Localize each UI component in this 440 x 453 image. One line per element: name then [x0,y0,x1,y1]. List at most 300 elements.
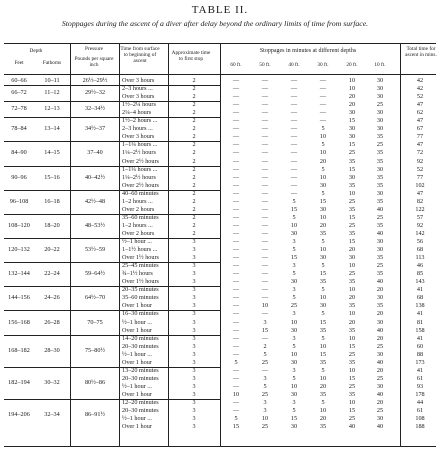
stoppage-cell: 35 [348,181,356,189]
total-cell: 108 [415,415,425,423]
stoppage-cell: — [319,117,327,125]
stoppage-cell: — [232,173,240,181]
stoppage-cell: — [232,77,240,84]
stoppage-cell: 30 [290,229,298,237]
time-cell: 20–30 minutes [122,342,159,350]
fathoms-cell: 12–13 [44,105,60,113]
stoppage-cell: 25 [261,390,269,398]
stoppage-cell: 5 [292,213,296,221]
first-stop-cell: 2 [192,229,196,237]
first-stop-cell: 3 [192,342,196,350]
time-cell: 1¼–2½ hours [122,149,156,157]
stoppage-cell: 25 [376,407,384,415]
feet-cell: 182–194 [8,378,30,386]
depth-header: Depth [29,48,43,54]
first-stop-cell: 3 [192,270,196,278]
stoppage-cell: — [232,246,240,254]
stoppage-cell: 10 [319,342,327,350]
stoppage-cell: 5 [292,374,296,382]
stoppage-cell: — [290,109,298,117]
feet-cell: 84–90 [11,149,27,157]
time-cell: Over 3 hours [122,77,155,84]
stoppage-cell: — [232,366,240,374]
total-cell: 77 [416,173,424,181]
time-from-surface-header: Time from surface to beginning of ascent [120,46,160,65]
stoppage-cell: — [290,125,298,133]
total-header: Total time for ascent in mins. [405,46,437,59]
first-stop-cell: 2 [192,77,196,84]
stoppage-cell: 15 [290,205,298,213]
fathoms-cell: 28–30 [44,346,60,354]
stoppage-cell: — [261,270,269,278]
stoppage-cell: — [261,77,269,84]
stoppage-cell: 10 [319,149,327,157]
total-cell: 62 [416,109,424,117]
pressure-cell: 40–42½ [84,173,106,181]
stoppage-cell: 10 [290,221,298,229]
stoppage-cell: 40 [376,358,384,366]
table-title: TABLE II. [191,4,249,16]
stoppage-cell: 40 [376,229,384,237]
total-cell: 158 [415,326,425,334]
stoppage-cell: 3 [292,399,296,406]
stoppage-cell: 30 [319,205,327,213]
stoppage-cell: 40 [376,278,384,286]
total-cell: 92 [416,157,424,165]
total-cell: 142 [415,229,425,237]
stoppage-cell: — [261,262,269,270]
stoppage-cell: 15 [348,165,356,173]
time-cell: Over 1 hour [122,326,152,334]
stoppage-cell: — [261,181,269,189]
first-stop-cell: 2 [192,157,196,165]
first-stop-cell: 3 [192,358,196,366]
first-stop-cell: 2 [192,173,196,181]
stoppage-cell: — [232,189,240,197]
time-cell: 20–30 minutes [122,374,159,382]
stoppage-cell: 15 [290,415,298,423]
stoppage-cell: 10 [319,173,327,181]
time-cell: 14–20 minutes [122,334,159,342]
stoppage-cell: 3 [292,262,296,270]
stoppage-cell: 15 [348,374,356,382]
stoppage-cell: 30 [348,125,356,133]
column-rule [119,43,120,446]
stoppage-cell: 10 [232,390,240,398]
stoppage-cell: — [261,101,269,109]
stoppage-cell: 5 [234,415,238,423]
stoppage-cell: — [261,173,269,181]
stoppage-cell: — [232,181,240,189]
stoppage-cell: — [261,189,269,197]
stoppage-cell: — [232,302,240,310]
stoppage-cell: — [232,374,240,382]
fathoms-cell: 11–12 [44,89,60,97]
depth-column-header: 20 ft. [346,62,358,68]
stoppage-cell: — [232,149,240,157]
pressure-cell: 59–64½ [84,270,106,278]
time-cell: Over 1 hour [122,423,152,431]
stoppage-cell: 20 [348,246,356,254]
stoppage-cell: 35 [376,181,384,189]
stoppage-cell: — [261,149,269,157]
time-cell: 12–20 minutes [122,399,159,406]
stoppage-cell: — [319,101,327,109]
stoppage-cell: 30 [376,165,384,173]
stoppage-cell: 20 [348,93,356,101]
stoppage-cell: — [261,366,269,374]
time-cell: Over 1 hour [122,390,152,398]
stoppage-cell: — [261,294,269,302]
time-cell: 25–45 minutes [122,262,159,270]
stoppage-cell: 15 [290,254,298,262]
stoppage-cell: 35 [348,358,356,366]
stoppage-cell: — [290,133,298,141]
feet-cell: 78–84 [11,125,27,133]
pressure-unit-header: Pounds per square inch [74,56,114,69]
total-cell: 68 [416,246,424,254]
stoppage-cell: 5 [321,399,325,406]
stoppage-cell: — [261,310,269,318]
stoppage-cell: 10 [319,133,327,141]
fathoms-cell: 24–26 [44,294,60,302]
stoppage-cell: 35 [376,270,384,278]
stoppage-cell: 5 [321,189,325,197]
first-stop-cell: 2 [192,149,196,157]
stoppage-cell: 40 [376,390,384,398]
total-cell: 47 [416,189,424,197]
stoppage-cell: 35 [319,326,327,334]
stoppage-cell: 10 [319,407,327,415]
time-cell: 1–2 hours ... [122,221,153,229]
stoppage-cell: 35 [348,390,356,398]
stoppage-cell: — [290,117,298,125]
stoppage-cell: 25 [376,342,384,350]
fathoms-cell: 13–14 [44,125,60,133]
stoppage-cell: — [261,221,269,229]
first-stop-cell: 2 [192,197,196,205]
stoppage-cell: 30 [376,77,384,84]
stoppage-cell: 10 [319,374,327,382]
fathoms-cell: 26–28 [44,318,60,326]
stoppage-cell: 30 [348,173,356,181]
time-cell: 1½–2¼ hours [122,101,156,109]
first-stop-cell: 3 [192,415,196,423]
stoppage-cell: 30 [319,181,327,189]
stoppage-cell: 10 [261,302,269,310]
stoppage-cell: — [232,117,240,125]
total-cell: 88 [416,350,424,358]
stoppage-cell: — [232,93,240,101]
stoppage-cell: 10 [261,415,269,423]
stoppage-cell: 25 [376,141,384,149]
first-stop-cell: 2 [192,213,196,221]
stoppage-cell: 20 [348,101,356,109]
stoppage-cell: 5 [292,407,296,415]
first-stop-cell: 3 [192,326,196,334]
first-stop-cell: 3 [192,407,196,415]
stoppage-cell: 40 [376,326,384,334]
first-stop-cell: 2 [192,165,196,173]
stoppage-cell: — [232,141,240,149]
first-stop-cell: 3 [192,238,196,245]
stoppage-cell: — [290,85,298,93]
time-cell: Over 1 hour [122,302,152,310]
stoppage-cell: 10 [348,262,356,270]
stoppage-cell: — [290,157,298,165]
pressure-cell: 53½–59 [84,246,106,254]
stoppage-cell: — [232,101,240,109]
stoppage-cell: 5 [321,125,325,133]
stoppage-cell: — [232,157,240,165]
first-stop-cell: 3 [192,262,196,270]
fathoms-cell: 16–18 [44,197,60,205]
stoppage-cell: 20 [348,294,356,302]
first-stop-cell: 2 [192,109,196,117]
first-stop-cell: 2 [192,181,196,189]
stoppage-cell: 35 [376,173,384,181]
time-cell: ½–1 hour ... [122,238,152,245]
time-cell: 1–1¼ hours ... [122,141,158,149]
stoppage-cell: 3 [263,399,267,406]
first-stop-cell: 3 [192,286,196,294]
fathoms-cell: 15–16 [44,173,60,181]
time-cell: 1–2 hours ... [122,197,153,205]
stoppage-cell: 20 [319,221,327,229]
stoppage-cell: 10 [348,85,356,93]
total-cell: 47 [416,141,424,149]
time-cell: ½–1 hour ... [122,318,152,326]
stoppage-cell: 35 [319,390,327,398]
stoppage-cell: 10 [348,286,356,294]
pressure-cell: 80½–86 [84,378,106,386]
stoppage-cell: — [290,181,298,189]
total-cell: 77 [416,133,424,141]
stoppage-cell: 25 [348,197,356,205]
total-cell: 41 [416,286,424,294]
stoppage-cell: 10 [348,366,356,374]
total-cell: 138 [415,302,425,310]
stoppage-cell: — [290,77,298,84]
stoppage-cell: 30 [376,117,384,125]
fathoms-cell: 10–11 [44,77,60,84]
stoppage-cell: 25 [348,350,356,358]
stoppage-cell: 15 [319,318,327,326]
stoppage-cell: 35 [348,326,356,334]
stoppage-cell: 15 [261,326,269,334]
first-stop-cell: 3 [192,246,196,254]
column-rule [220,43,221,446]
total-cell: 173 [415,358,425,366]
stoppage-cell: 5 [292,270,296,278]
total-cell: 46 [416,262,424,270]
total-cell: 188 [415,423,425,431]
stoppage-cell: — [232,85,240,93]
time-cell: ½–1 hour ... [122,415,152,423]
first-stop-cell: 2 [192,133,196,141]
first-stop-cell: 3 [192,294,196,302]
time-cell: 13–20 minutes [122,366,159,374]
stoppage-cell: — [232,326,240,334]
total-cell: 178 [415,390,425,398]
feet-cell: 108–120 [8,221,30,229]
feet-cell: 194–206 [8,411,30,419]
stoppage-cell: — [232,294,240,302]
stoppage-cell: — [232,205,240,213]
stoppage-cell: — [290,141,298,149]
fathoms-cell: 30–32 [44,378,60,386]
pressure-cell: 29½–32 [84,89,106,97]
pressure-cell: 64½–70 [84,294,106,302]
first-stop-cell: 3 [192,382,196,390]
stoppage-cell: 40 [376,423,384,431]
table-subtitle: Stoppages during the ascent of a diver after delay beyond the ordinary limits of time from surface. [61,19,369,28]
stoppage-cell: 25 [261,358,269,366]
stoppage-cell: 5 [321,286,325,294]
stoppage-cell: 35 [348,205,356,213]
stoppage-cell: — [261,117,269,125]
first-stop-cell: 3 [192,423,196,431]
time-cell: 1–1¼ hours ... [122,165,158,173]
stoppage-cell: — [261,133,269,141]
stoppage-cell: — [232,286,240,294]
stoppage-cell: — [232,238,240,245]
stoppage-cell: — [319,77,327,84]
stoppage-cell: 30 [376,85,384,93]
fathoms-cell: 14–15 [44,149,60,157]
stoppage-cell: — [319,109,327,117]
time-cell: Over 1 hour [122,358,152,366]
first-stop-cell: 3 [192,399,196,406]
stoppage-cell: — [232,165,240,173]
first-stop-cell: 2 [192,141,196,149]
first-stop-cell: 2 [192,85,196,93]
stoppage-cell: — [232,262,240,270]
stoppage-cell: — [232,310,240,318]
stoppage-cell: 35 [376,254,384,262]
stoppage-cell: 25 [376,213,384,221]
total-cell: 68 [416,294,424,302]
stoppage-cell: — [232,318,240,326]
stoppage-cell: 20 [319,382,327,390]
time-cell: ½–1 hour ... [122,350,152,358]
feet-cell: 60–66 [11,77,27,84]
time-cell: 2¼–4 hours [122,109,152,117]
total-cell: 61 [416,374,424,382]
first-stop-cell: 3 [192,318,196,326]
total-cell: 81 [416,318,424,326]
stoppage-cell: 35 [319,278,327,286]
stoppage-cell: — [232,229,240,237]
stoppage-cell: 35 [319,229,327,237]
first-stop-cell: 2 [192,125,196,133]
stoppage-cell: 10 [348,399,356,406]
time-cell: Over 1½ hours [122,278,159,286]
stoppage-cell: 5 [321,141,325,149]
stoppage-cell: 30 [348,254,356,262]
pressure-cell: 34½–37 [84,125,106,133]
stoppage-cell: 5 [292,246,296,254]
stoppage-cell: — [290,93,298,101]
feet-cell: 90–96 [11,173,27,181]
first-stop-cell: 3 [192,254,196,262]
stoppage-cell: 2 [263,342,267,350]
stoppage-cell: — [261,85,269,93]
stoppage-cell: 15 [319,197,327,205]
stoppage-cell: 30 [319,302,327,310]
stoppage-cell: 30 [319,254,327,262]
stoppage-cell: — [232,270,240,278]
time-cell: Over 3 hours [122,93,155,101]
stoppage-cell: 5 [321,366,325,374]
stoppage-cell: 10 [319,213,327,221]
stoppage-cell: — [290,189,298,197]
stoppage-cell: 5 [321,165,325,173]
stoppage-cell: 30 [376,350,384,358]
stoppage-cell: 20 [376,366,384,374]
time-cell: 40–60 minutes [122,189,159,197]
total-cell: 93 [416,382,424,390]
stoppage-cell: 30 [376,238,384,245]
stoppage-cell: 3 [263,374,267,382]
stoppage-cell: 5 [292,294,296,302]
time-cell: 1–1½ hours ... [122,246,158,254]
stoppage-cell: 30 [376,125,384,133]
first-stop-cell: 2 [192,189,196,197]
stoppage-cell: 25 [290,302,298,310]
fathoms-header: Fathoms [42,60,62,66]
depth-column-header: 50 ft. [259,62,271,68]
stoppage-cell: — [261,141,269,149]
stoppage-cell: 3 [292,238,296,245]
stoppage-cell: — [232,350,240,358]
stoppage-cell: 15 [348,407,356,415]
pressure-cell: 26½–29½ [82,77,108,84]
stoppage-cell: 15 [319,270,327,278]
time-cell: 1¼–2½ hours [122,173,156,181]
stoppage-cell: 35 [319,423,327,431]
stoppage-cell: — [261,334,269,342]
depth-column-header: 60 ft. [230,62,242,68]
pressure-cell: 70–75 [87,318,103,326]
stoppage-cell: — [261,205,269,213]
stoppage-cell: 20 [319,157,327,165]
stoppage-cell: 35 [376,133,384,141]
stoppage-cell: — [261,157,269,165]
total-cell: 85 [416,270,424,278]
stoppage-cell: 25 [348,270,356,278]
total-cell: 82 [416,197,424,205]
stoppage-cell: 10 [319,294,327,302]
stoppage-cell: 3 [292,286,296,294]
stoppage-cell: — [290,149,298,157]
time-cell: Over 3 hours [122,133,155,141]
feet-cell: 144–156 [8,294,30,302]
feet-header: Feet [14,60,24,66]
total-cell: 44 [416,399,424,406]
total-cell: 102 [415,181,425,189]
stoppage-cell: 25 [376,262,384,270]
stoppage-cell: — [261,213,269,221]
fathoms-cell: 22–24 [44,270,60,278]
stoppage-cell: 35 [348,302,356,310]
stoppage-cell: — [261,254,269,262]
stoppage-cell: 20 [319,415,327,423]
stoppage-cell: 30 [290,326,298,334]
first-stop-cell: 3 [192,366,196,374]
total-cell: 47 [416,101,424,109]
time-cell: 35–60 minutes [122,294,159,302]
